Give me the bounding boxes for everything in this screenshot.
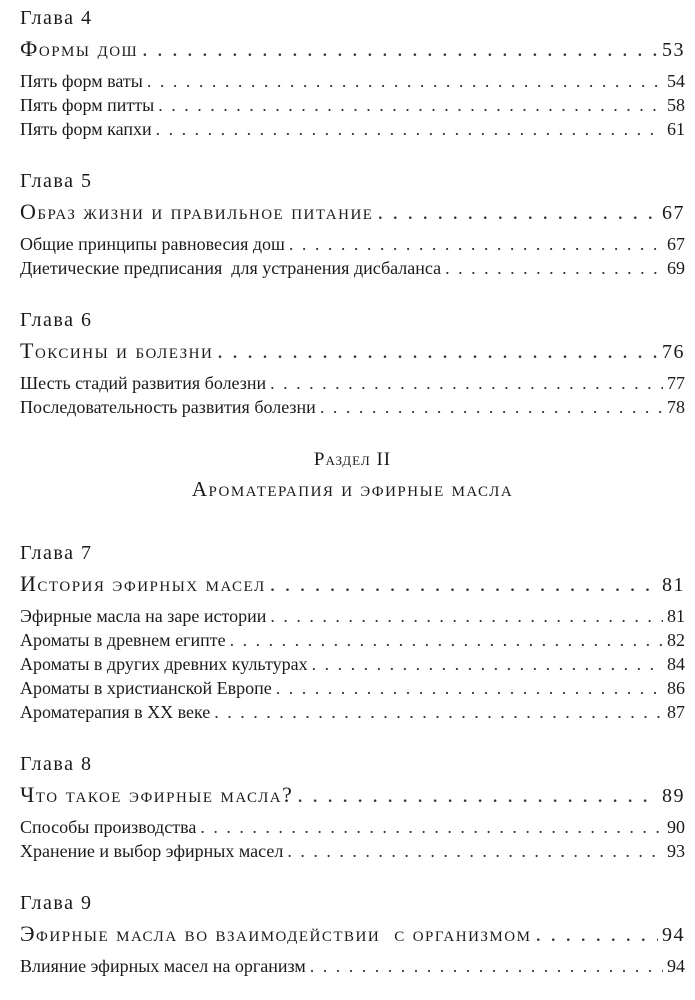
section-title: Диетические предписания для устранения дисбаланса bbox=[20, 258, 442, 278]
dot-leader bbox=[535, 919, 658, 949]
chapter-title-entry[interactable] bbox=[20, 197, 685, 228]
dot-leader bbox=[312, 652, 663, 676]
section-title: Пять форм капхи bbox=[20, 119, 152, 139]
toc-entry[interactable] bbox=[20, 69, 685, 93]
page-number: 58 bbox=[667, 95, 685, 115]
dot-leader bbox=[270, 569, 658, 599]
part-heading bbox=[20, 447, 685, 505]
chapter-title: Образ жизни и правильное питание bbox=[20, 199, 374, 224]
chapter-title-entry[interactable] bbox=[20, 919, 685, 950]
chapter-8 bbox=[20, 752, 685, 863]
dot-leader bbox=[320, 395, 663, 419]
dot-leader bbox=[158, 93, 663, 117]
section-title: Шесть стадий развития болезни bbox=[20, 373, 267, 393]
page-number: 77 bbox=[667, 373, 685, 393]
dot-leader bbox=[270, 371, 663, 395]
chapter-label: Глава 6 bbox=[20, 309, 93, 331]
section-title: Ароматы в христианской Европе bbox=[20, 678, 272, 698]
chapter-title-entry[interactable] bbox=[20, 34, 685, 65]
section-title: Хранение и выбор эфирных масел bbox=[20, 841, 284, 861]
toc-entry[interactable] bbox=[20, 652, 685, 676]
dot-leader bbox=[230, 628, 663, 652]
chapter-5 bbox=[20, 169, 685, 280]
chapter-label: Глава 8 bbox=[20, 753, 93, 775]
dot-leader bbox=[142, 34, 658, 64]
chapter-9 bbox=[20, 891, 685, 978]
toc-entry[interactable] bbox=[20, 700, 685, 724]
section-title: Ароматы в других древних культурах bbox=[20, 654, 308, 674]
chapter-title: Эфирные масла во взаимодействии с организмом bbox=[20, 921, 532, 946]
chapter-label: Глава 4 bbox=[20, 7, 93, 29]
toc-entry[interactable] bbox=[20, 395, 685, 419]
chapter-title-entry[interactable] bbox=[20, 336, 685, 367]
page-number: 78 bbox=[667, 397, 685, 417]
toc-entry[interactable] bbox=[20, 604, 685, 628]
section-title: Последовательность развития болезни bbox=[20, 397, 316, 417]
dot-leader bbox=[445, 256, 663, 280]
section-title: Пять форм питты bbox=[20, 95, 155, 115]
page-number: 61 bbox=[667, 119, 685, 139]
page-number: 82 bbox=[667, 630, 685, 650]
dot-leader bbox=[217, 336, 658, 366]
chapter-title-entry[interactable] bbox=[20, 780, 685, 811]
page-number: 69 bbox=[667, 258, 685, 278]
section-title: Способы производства bbox=[20, 817, 197, 837]
toc-entry[interactable] bbox=[20, 676, 685, 700]
section-title: Ароматы в древнем египте bbox=[20, 630, 226, 650]
page-number: 53 bbox=[662, 39, 685, 61]
chapter-label: Глава 7 bbox=[20, 542, 93, 564]
toc-entry[interactable] bbox=[20, 815, 685, 839]
chapter-title: Формы дош bbox=[20, 36, 139, 61]
toc-entry[interactable] bbox=[20, 839, 685, 863]
page-number: 84 bbox=[667, 654, 685, 674]
page-number: 81 bbox=[667, 606, 685, 626]
section-title: Общие принципы равновесия дош bbox=[20, 234, 285, 254]
dot-leader bbox=[200, 815, 663, 839]
chapter-6 bbox=[20, 308, 685, 419]
dot-leader bbox=[287, 839, 663, 863]
page-number: 87 bbox=[667, 702, 685, 722]
page-number: 81 bbox=[662, 574, 685, 596]
chapter-label: Глава 5 bbox=[20, 170, 93, 192]
page-number: 94 bbox=[662, 924, 685, 946]
page-number: 89 bbox=[662, 785, 685, 807]
dot-leader bbox=[377, 197, 658, 227]
toc-entry[interactable] bbox=[20, 93, 685, 117]
toc-entry[interactable] bbox=[20, 117, 685, 141]
section-title: Влияние эфирных масел на организм bbox=[20, 956, 306, 976]
chapter-label: Глава 9 bbox=[20, 892, 93, 914]
dot-leader bbox=[276, 676, 663, 700]
page-number: 93 bbox=[667, 841, 685, 861]
chapter-title-entry[interactable] bbox=[20, 569, 685, 600]
page-number: 76 bbox=[662, 341, 685, 363]
toc-entry[interactable] bbox=[20, 628, 685, 652]
chapter-title: Токсины и болезни bbox=[20, 338, 214, 363]
chapter-4 bbox=[20, 6, 685, 141]
toc-entry[interactable] bbox=[20, 954, 685, 978]
dot-leader bbox=[214, 700, 663, 724]
section-title: Пять форм ваты bbox=[20, 71, 143, 91]
section-title: Эфирные масла на заре истории bbox=[20, 606, 267, 626]
dot-leader bbox=[270, 604, 663, 628]
toc-entry[interactable] bbox=[20, 256, 685, 280]
dot-leader bbox=[147, 69, 663, 93]
page-number: 94 bbox=[667, 956, 685, 976]
dot-leader bbox=[156, 117, 663, 141]
dot-leader bbox=[310, 954, 663, 978]
toc-entry[interactable] bbox=[20, 232, 685, 256]
page-number: 90 bbox=[667, 817, 685, 837]
page-number: 67 bbox=[662, 202, 685, 224]
dot-leader bbox=[289, 232, 663, 256]
chapter-7 bbox=[20, 541, 685, 724]
dot-leader bbox=[297, 780, 658, 810]
part-title: Ароматерапия и эфирные масла bbox=[191, 477, 514, 501]
page-number: 54 bbox=[667, 71, 685, 91]
chapter-title: История эфирных масел bbox=[20, 571, 266, 596]
section-title: Ароматерапия в XX веке bbox=[20, 702, 211, 722]
page-number: 67 bbox=[667, 234, 685, 254]
page-number: 86 bbox=[667, 678, 685, 698]
chapter-title: Что такое эфирные масла? bbox=[20, 782, 294, 807]
part-label: Раздел II bbox=[313, 449, 392, 470]
toc-entry[interactable] bbox=[20, 371, 685, 395]
